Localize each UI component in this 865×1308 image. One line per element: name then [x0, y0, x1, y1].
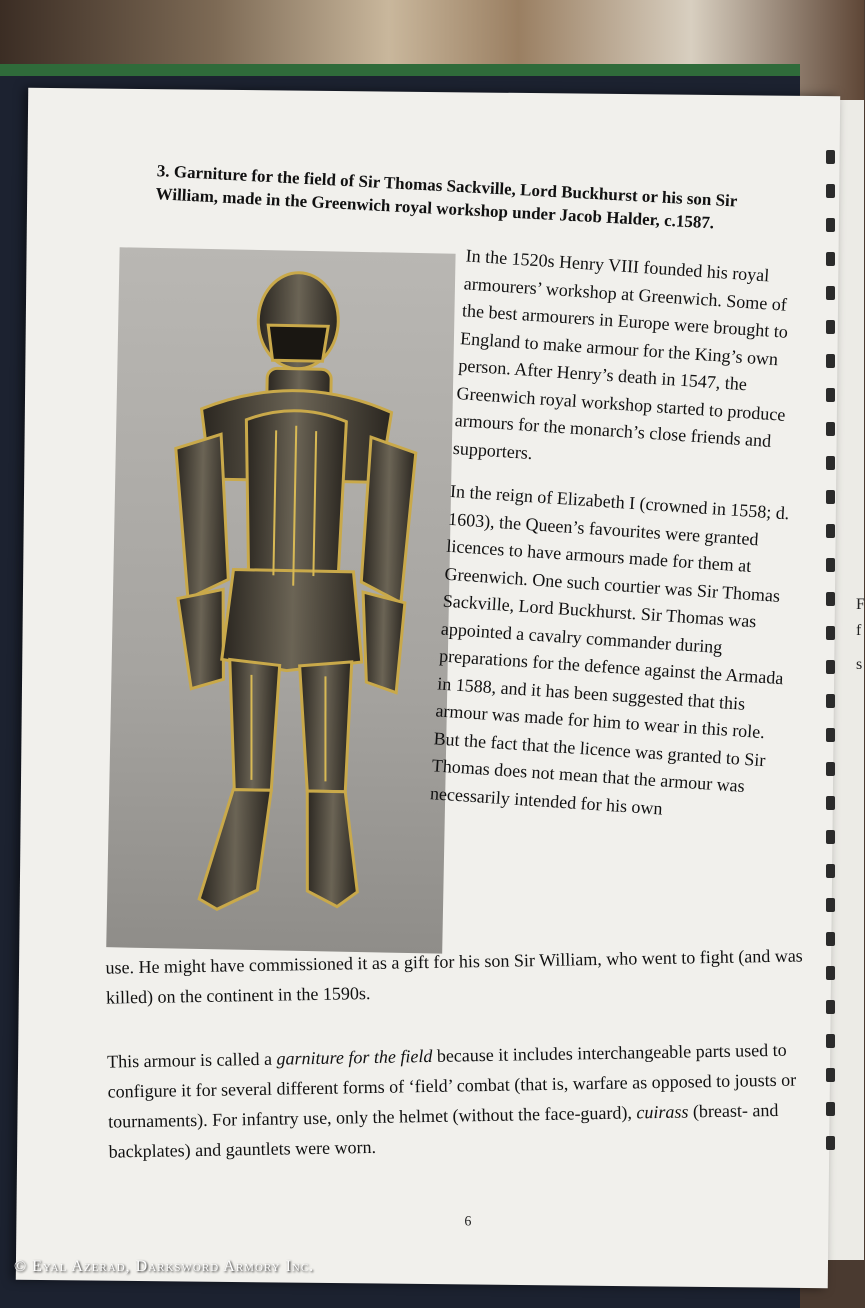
paragraph-1: In the 1520s Henry VIII founded his royal armourers’ workshop at Greenwich. Some of the best armourers in Europe were brought to England to make armour for the King’s own person. After Henry’s death in 1547, the Greenwich royal workshop started to produce armours for the monarch’s close friends and supporters. [452, 245, 789, 463]
paragraph-2: In the reign of Elizabeth I (crowned in 1558; d. 1603), the Queen’s favourites were granted licences to have armours made for them at Greenwich. One such courtier was Sir Thomas Sackville, Lord Buckhurst. Sir Thomas was appointed a cavalry commander during preparations for the defence against the Armada in 1588, and it has been suggested that this armour was made for him to wear in this role. But the fact that the licence was granted to Sir Thomas does not mean that the armour was necessarily intended for his own [429, 480, 790, 819]
next-page-letter: F [856, 596, 865, 613]
paragraph-3-text: (breast- and backplates) and gauntlets were worn. [108, 1099, 779, 1162]
section-heading: 3. Garniture for the field of Sir Thomas Sackville, Lord Buckhurst or his son Sir William, made in the Greenwich royal workshop under Jacob Halder, c.1587. [155, 161, 738, 233]
copyright-watermark: © Eyal Azerad, Darksword Armory Inc. [14, 1258, 315, 1275]
paragraph-3 [107, 1034, 819, 1166]
next-page-letter: f [856, 622, 862, 639]
paragraph-3-emphasis: cuirass [636, 1101, 689, 1123]
next-page-letter: s [856, 656, 863, 673]
paragraph-2-continued: use. He might have commissioned it as a gift for his son Sir William, who went to fight (and was killed) on the continent in the 1590s. [105, 945, 803, 1008]
booklet-page [16, 88, 840, 1288]
paragraph-3-text: because it includes interchangeable parts used to configure it for several different forms of ‘field’ combat (that is, warfare as opposed to jousts or tournaments). For infantry use, only the helmet (without the face-guard), [107, 1039, 797, 1132]
armour-illustration [106, 247, 455, 953]
page-number: 6 [464, 1214, 472, 1230]
text-column [428, 242, 816, 846]
paragraph-3-text: This armour is called a [106, 1048, 277, 1072]
paragraph-3-emphasis: garniture for the field [276, 1045, 433, 1069]
armour-photo [106, 247, 455, 953]
spiral-binding [826, 150, 840, 1250]
full-width-text [105, 940, 819, 1166]
